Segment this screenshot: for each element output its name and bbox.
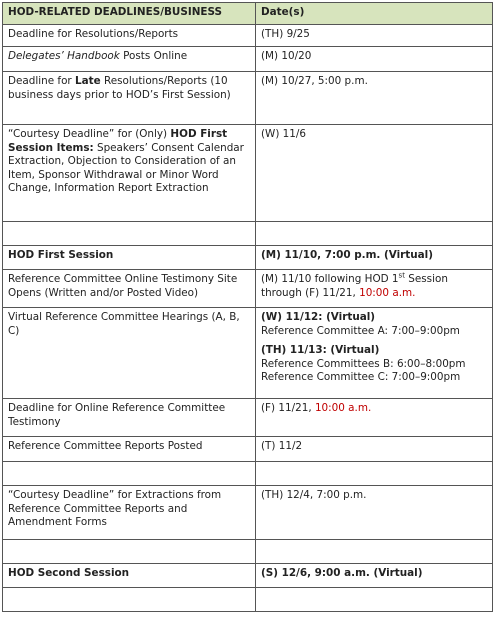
row-label: [3, 72, 256, 125]
row-label: HOD Second Session: [3, 564, 256, 588]
row-label-pre: “Courtesy Deadline” for (Only): [8, 128, 171, 140]
blank-row: [3, 588, 493, 612]
hearing-day-2: (TH) 11/13: (Virtual): [261, 344, 380, 357]
row-label: Reference Committee Online Testimony Site Opens (Written and/or Posted Video): [3, 270, 256, 308]
row-date-part: Session through (F) 11/21,: [261, 273, 448, 299]
handbook-title: Delegates’ Handbook: [8, 50, 120, 62]
table-row: [3, 308, 493, 399]
table-row: [3, 246, 493, 270]
header-business: HOD-RELATED DEADLINES/BUSINESS: [3, 3, 256, 25]
row-date: (T) 11/2: [256, 437, 493, 462]
blank-row: [3, 222, 493, 246]
table-row: [3, 270, 493, 308]
row-label-rest: Posts Online: [119, 50, 188, 62]
row-label: Deadline for Resolutions/Reports: [3, 25, 256, 47]
hearing-line: Reference Committee C: 7:00–9:00pm: [261, 371, 461, 384]
row-label: Virtual Reference Committee Hearings (A, B, C): [3, 308, 256, 399]
row-date: [256, 270, 493, 308]
table-row: [3, 125, 493, 222]
ordinal-suffix: st: [398, 271, 405, 280]
deadlines-table: [2, 2, 493, 612]
row-date-part: (F) 11/21,: [261, 402, 315, 414]
table-row: [3, 399, 493, 437]
row-label: HOD First Session: [3, 246, 256, 270]
row-label: [3, 47, 256, 72]
row-date: [256, 308, 493, 399]
row-date: (TH) 9/25: [256, 25, 493, 47]
hearing-line: Reference Committees B: 6:00–8:00pm: [261, 357, 466, 370]
table-row: [3, 564, 493, 588]
row-date: (M) 10/20: [256, 47, 493, 72]
row-label-pre: Deadline for: [8, 75, 76, 87]
table-row: [3, 486, 493, 540]
row-label-post: Speakers’ Consent Calendar Extraction, Objection to Consideration of an Item, Sponsor Withdrawal or Minor Word Change, Information Report Extraction: [8, 141, 244, 195]
blank-row: [3, 540, 493, 564]
row-label: “Courtesy Deadline” for Extractions from Reference Committee Reports and Amendment Forms: [3, 486, 256, 540]
row-date: (M) 10/27, 5:00 p.m.: [256, 72, 493, 125]
hearing-day-1: (W) 11/12: (Virtual): [261, 311, 376, 323]
row-label: Deadline for Online Reference Committee Testimony: [3, 399, 256, 437]
hearing-line: Reference Committee A: 7:00–9:00pm: [261, 324, 460, 337]
row-date: (W) 11/6: [256, 125, 493, 222]
table-row: [3, 47, 493, 72]
row-label: [3, 125, 256, 222]
blank-row: [3, 462, 493, 486]
header-dates: Date(s): [256, 3, 493, 25]
header-row: [3, 3, 493, 25]
table-row: [3, 72, 493, 125]
row-date-red: 10:00 a.m.: [359, 286, 416, 299]
row-label-bold: HOD First Session Items:: [8, 128, 228, 154]
row-date-red: 10:00 a.m.: [314, 402, 372, 414]
row-date: (M) 11/10, 7:00 p.m. (Virtual): [256, 246, 493, 270]
table-row: [3, 25, 493, 47]
table-row: [3, 437, 493, 462]
row-label-post: Resolutions/Reports (10 business days prior to HOD’s First Session): [8, 75, 231, 101]
row-date: (S) 12/6, 9:00 a.m. (Virtual): [256, 564, 493, 588]
row-label: Reference Committee Reports Posted: [3, 437, 256, 462]
row-label-bold: Late: [75, 75, 101, 87]
row-date: [256, 399, 493, 437]
row-date-part: (M) 11/10 following HOD 1: [261, 273, 399, 285]
row-date: (TH) 12/4, 7:00 p.m.: [256, 486, 493, 540]
